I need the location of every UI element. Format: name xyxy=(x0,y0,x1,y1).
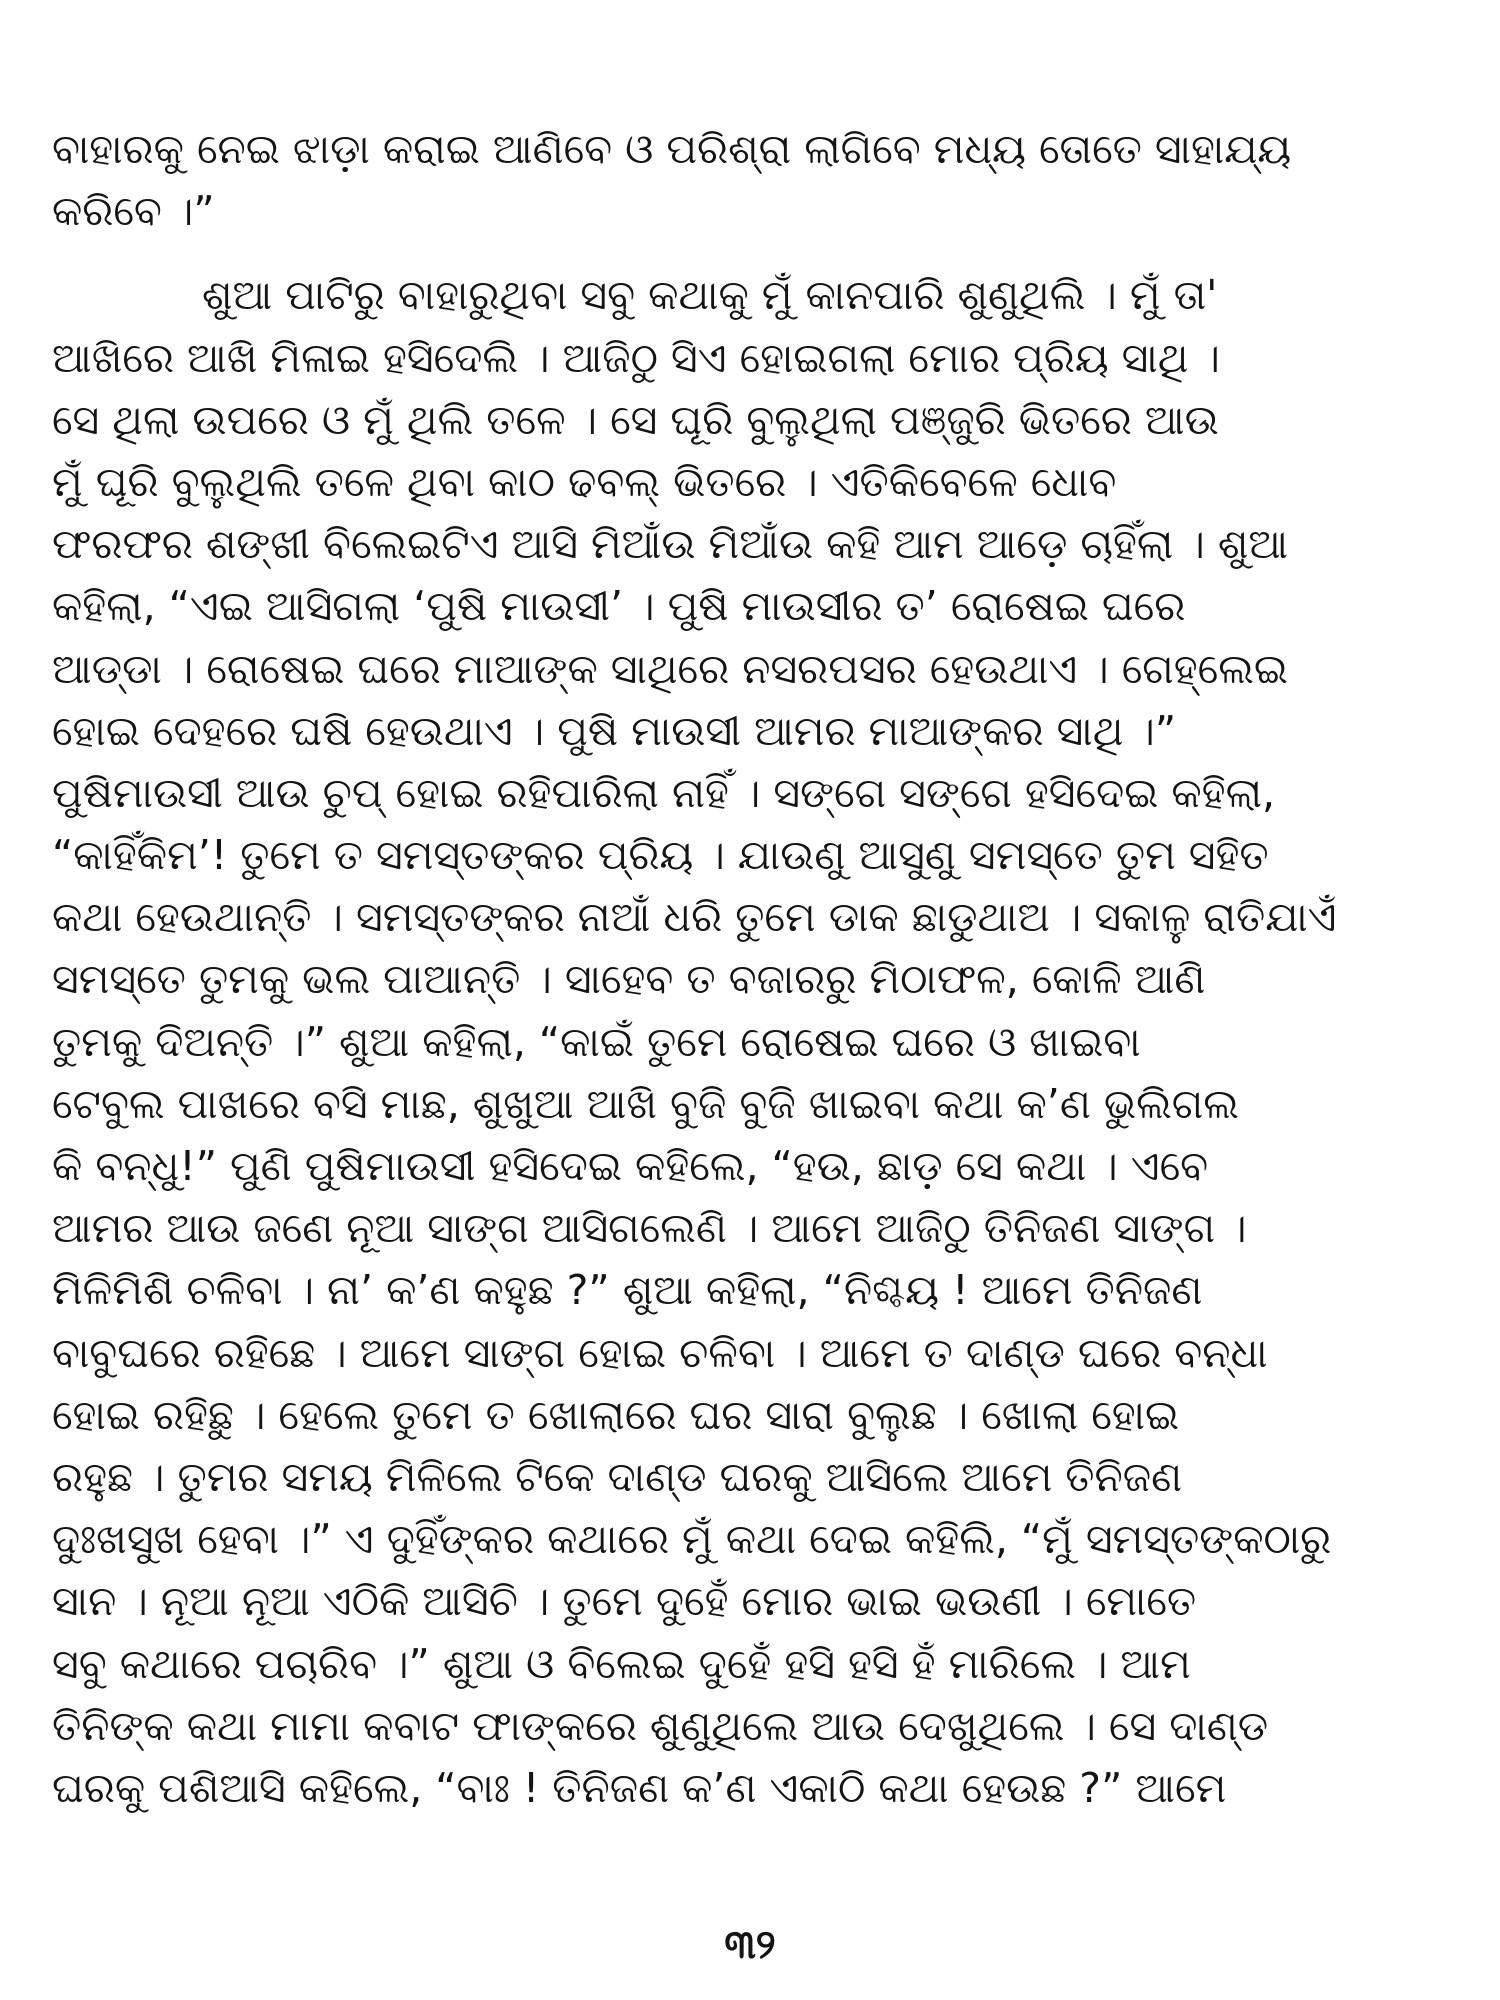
text-line: “କାହିଁକିମ’! ତୁମେ ତ ସମସ୍ତଙ୍କର ପ୍ରିୟ । ଯାଉଣୁ ଆସୁଣୁ ସମସ୍ତେ ତୁମ ସହିତ xyxy=(52,831,1269,880)
text-line: କରିବେ ।” xyxy=(52,187,215,236)
text-line: ତୁମକୁ ଦିଅନ୍ତି ।” ଶୁଆ କହିଲା, “କାଇଁ ତୁମେ ରୋଷେଇ ଘରେ ଓ ଖାଇବା xyxy=(52,1017,1141,1066)
text-line: ବାବୁଘରେ ରହିଛେ । ଆମେ ସାଙ୍ଗ ହୋଇ ଚଳିବା । ଆମେ ତ ଦାଣ୍ଡ ଘରେ ବନ୍ଧା xyxy=(52,1328,1268,1377)
body-text xyxy=(52,118,1452,1819)
text-line: ହୋଇ ରହିଛୁ । ହେଲେ ତୁମେ ତ ଖୋଲାରେ ଘର ସାରା ବୁଲୁଛ । ଖୋଲା ହୋଇ xyxy=(52,1390,1180,1439)
text-line: ରହୁଛ । ତୁମର ସମୟ ମିଳିଲେ ଟିକେ ଦାଣ୍ଡ ଘରକୁ ଆସିଲେ ଆମେ ତିନିଜଣ xyxy=(52,1452,1183,1501)
text-line: ବାହାରକୁ ନେଇ ଝାଡ଼ା କରାଇ ଆଣିବେ ଓ ପରିଶ୍ରା ଲାଗିବେ ମଧ୍ୟ ତୋତେ ସାହାଯ୍ୟ xyxy=(52,125,1292,173)
text-line: ମୁଁ ଘୂରି ବୁଲୁଥିଲି ତଳେ ଥିବା କାଠ ଢବଲ୍ ଭିତରେ । ଏତିକିବେଳେ ଧୋବ xyxy=(52,457,1117,506)
text-line: ଫରଫର ଶଙ୍ଖୀ ବିଲେଇଟିଏ ଆସି ମିଆଁଉ ମିଆଁଉ କହି ଆମ ଆଡ଼େ ଚାହିଁଲା । ଶୁଆ xyxy=(52,520,1289,569)
text-line: ମିଳିମିଶି ଚଳିବା । ନା’ କ’ଣ କହୁଛ ?” ଶୁଆ କହିଲା, “ନିଶ୍ଚୟ ! ଆମେ ତିନିଜଣ xyxy=(52,1266,1203,1315)
text-line: ହୋଇ ଦେହରେ ଘଷି ହେଉଥାଏ । ପୁଷି ମାଉସୀ ଆମର ମାଆଙ୍କର ସାଥି ।” xyxy=(52,706,1177,755)
text-line: କହିଲା, “ଏଇ ଆସିଗଲା ‘ପୁଷି ମାଉସୀ’ । ପୁଷି ମାଉସୀର ତ’ ରୋଷେଇ ଘରେ xyxy=(52,582,1186,631)
page-number: ୩୨ xyxy=(724,1922,776,1968)
text-line: ଟେବୁଲ ପାଖରେ ବସି ମାଛ, ଶୁଖୁଆ ଆଖି ବୁଜି ବୁଜି ଖାଇବା କଥା କ’ଣ ଭୁଲିଗଲ xyxy=(52,1079,1239,1128)
text-line: ଆଡ୍ଡା । ରୋଷେଇ ଘରେ ମାଆଙ୍କ ସାଥିରେ ନସରପସର ହେଉଥାଏ । ଗେହ୍ଲେଇ xyxy=(52,644,1288,693)
text-line: ଦୁଃଖସୁଖ ହେବା ।” ଏ ଦୁହିଁଙ୍କର କଥାରେ ମୁଁ କଥା ଦେଇ କହିଲି, “ମୁଁ ସମସ୍ତଙ୍କଠାରୁ xyxy=(52,1515,1332,1564)
text-line: ସାନ । ନୂଆ ନୂଆ ଏଠିକି ଆସିଚି । ତୁମେ ଦୁହେଁ ମୋର ଭାଇ ଭଉଣୀ । ମୋତେ xyxy=(52,1577,1197,1626)
text-line: ତିନିଙ୍କ କଥା ମାମା କବାଟ ଫାଙ୍କରେ ଶୁଣୁଥିଲେ ଆଉ ଦେଖୁଥିଲେ । ସେ ଦାଣ୍ଡ xyxy=(52,1701,1269,1750)
text-line: ଘରକୁ ପଶିଆସି କହିଲେ, “ବାଃ ! ତିନିଜଣ କ’ଣ ଏକାଠି କଥା ହେଉଛ ?” ଆମେ xyxy=(52,1763,1227,1812)
paragraph-first-line: ଶୁଆ ପାଟିରୁ ବାହାରୁଥିବା ସବୁ କଥାକୁ ମୁଁ କାନପାରି ଶୁଣୁଥିଲି । ମୁଁ ତା' xyxy=(202,271,1218,320)
text-line: ସେ ଥିଲା ଉପରେ ଓ ମୁଁ ଥିଲି ତଳେ । ସେ ଘୂରି ବୁଲୁଥିଲା ପଞ୍ଜୁରି ଭିତରେ ଆଉ xyxy=(52,395,1219,444)
text-line: କଥା ହେଉଥାନ୍ତି । ସମସ୍ତଙ୍କର ନାଆଁ ଧରି ତୁମେ ଡାକ ଛାଡୁଥାଅ । ସକାଳୁ ରାତିଯାଏଁ xyxy=(52,893,1337,942)
text-line: ସମସ୍ତେ ତୁମକୁ ଭଲ ପାଆନ୍ତି । ସାହେବ ତ ବଜାରରୁ ମିଠାଫଳ, କୋଳି ଆଣି xyxy=(52,955,1206,1004)
text-line: ପୁଷିମାଉସୀ ଆଉ ଚୁପ୍ ହୋଇ ରହିପାରିଲା ନାହିଁ । ସଙ୍ଗେ ସଙ୍ଗେ ହସିଦେଇ କହିଲା, xyxy=(52,768,1276,817)
text-line: ଆମର ଆଉ ଜଣେ ନୂଆ ସାଙ୍ଗ ଆସିଗଲେଣି । ଆମେ ଆଜିଠୁ ତିନିଜଣ ସାଙ୍ଗ । xyxy=(52,1204,1247,1253)
text-line: ସବୁ କଥାରେ ପଚାରିବ ।” ଶୁଆ ଓ ବିଲେଇ ଦୁହେଁ ହସି ହସି ହଁ ମାରିଲେ । ଆମ xyxy=(52,1639,1191,1688)
text-line: କି ବନ୍ଧୁ!” ପୁଣି ପୁଷିମାଉସୀ ହସିଦେଇ କହିଲେ, “ହଉ, ଛାଡ଼ ସେ କଥା । ଏବେ xyxy=(52,1142,1209,1190)
text-line: ଆଖିରେ ଆଖି ମିଳାଇ ହସିଦେଲି । ଆଜିଠୁ ସିଏ ହୋଇଗଲା ମୋର ପ୍ରିୟ ସାଥି । xyxy=(52,333,1220,382)
